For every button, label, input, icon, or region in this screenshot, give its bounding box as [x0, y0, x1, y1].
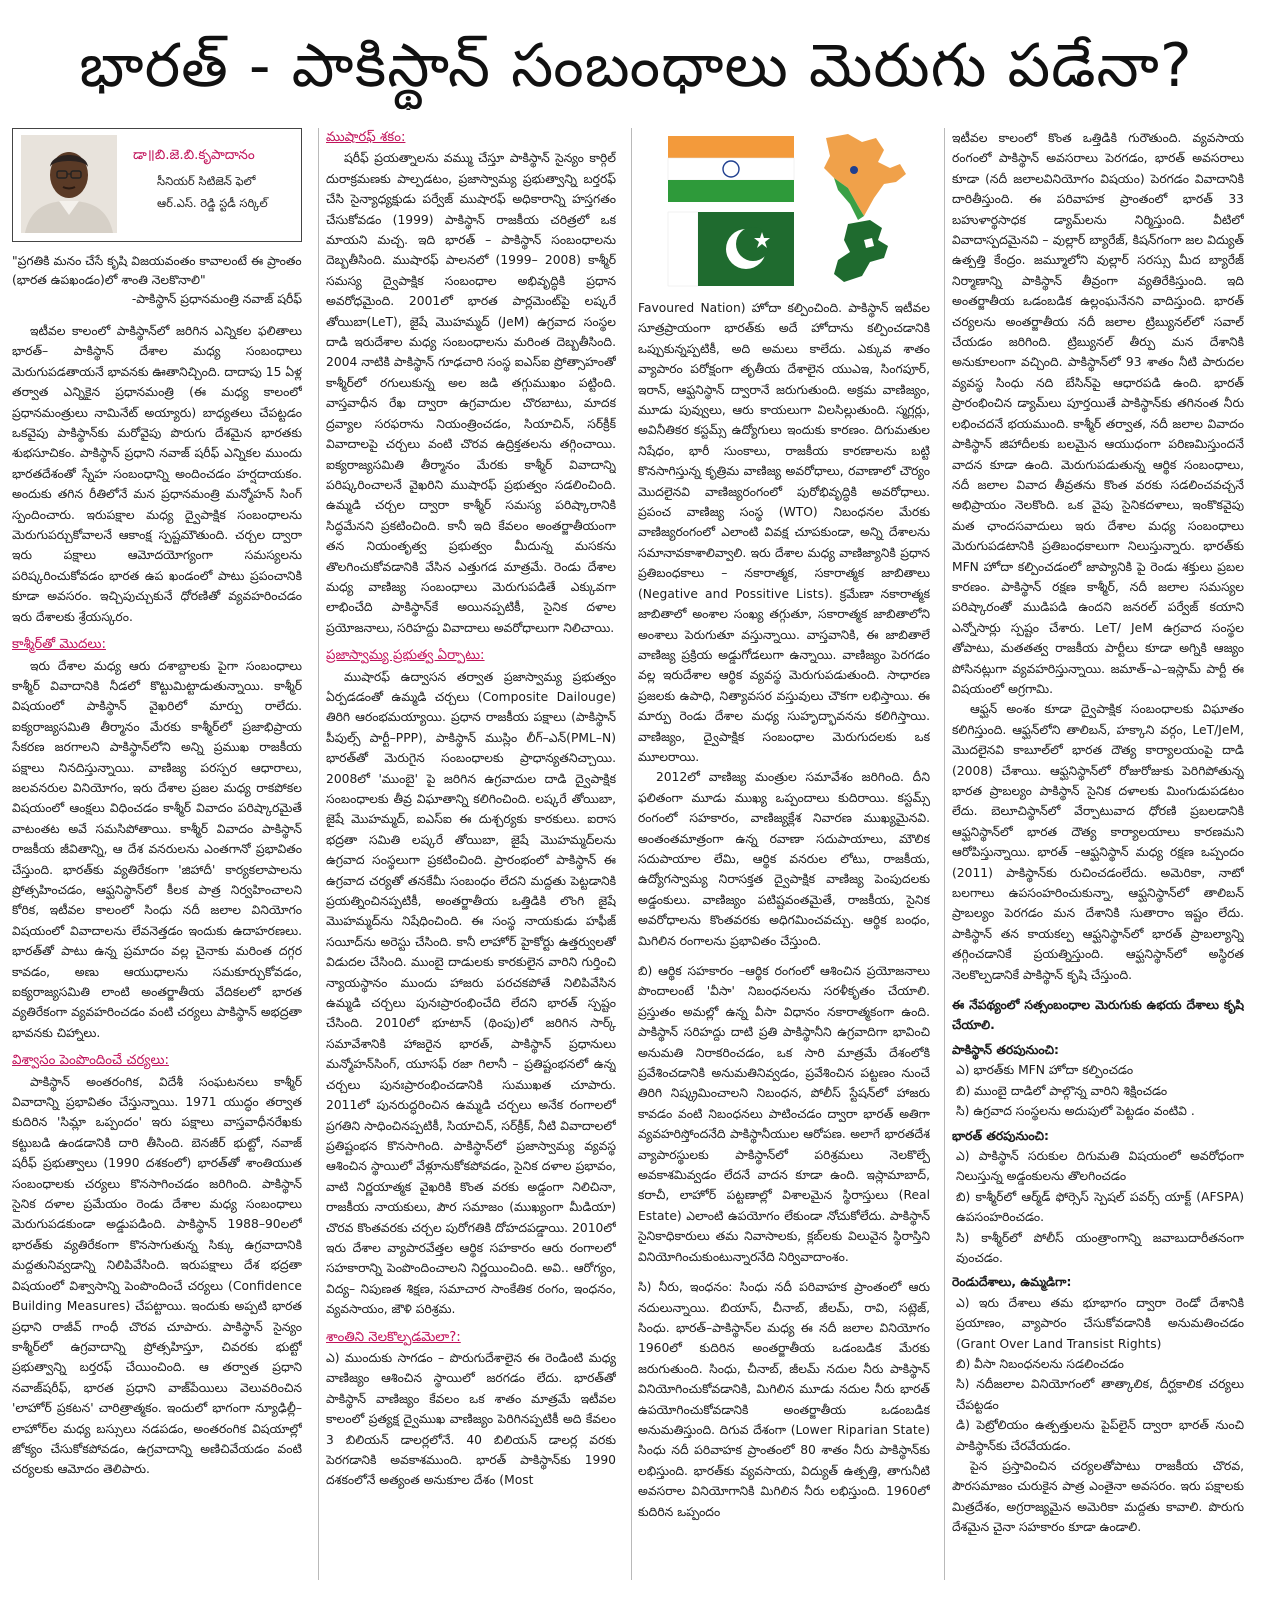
afghan-paragraph: ఆఫ్ఘన్ అంశం కూడా ద్వైపాక్షిక సంబంధాలకు విఘాతం కలిగిస్తుంది. ఆఫ్ఘన్‌లోని తాలిబన్, హక్కాని వర్గం, LeT/JeM, మొదలైనవి కాబూల్‌లో భారత దౌత్య కార్యాలయంపై దాడి (2008) చేశాయి. ఆఫ్ఘనిస్థాన్‌లో రోజురోజుకు పెరిగిపోతున్న భారత ప్రాబల్యం పాకిస్థాన్ సైనిక దళాలకు మింగుడుపడటం లేదు. బెలూచిస్థాన్‌లో వేర్పాటువాద ధోరణి ప్రబలడానికి ఆఫ్ఘనిస్థాన్‌లో భారత దౌత్య కార్యాలయాలు కారణమని ఆరోపిస్తున్నాయి. భారత్ –ఆఫ్ఘనిస్థాన్ మధ్య రక్షణ ఒప్పందం (2011) పాకిస్థాన్‌కు రుచించడంలేదు. అమెరికా, నాటో బలగాలు ఉపసంహరించుకున్నా, ఆఫ్ఘనిస్థాన్‌లో తాలిబన్ ప్రాబల్యం పెరగడం మన దేశానికి సుతారాం ఇష్టం లేదు. పాకిస్థాన్ తన కాయకల్ప ఆఫ్ఘనిస్థాన్‌లో భారత్ ప్రాబల్యాన్ని తగ్గించడానికే ప్రయత్నిస్తుంది. ఆఫ్ఘనిస్థాన్‌లో అస్థిరత నెలకొల్పడానికే పాకిస్థాన్ కృషి చేస్తుంది. — [952, 702, 1244, 982]
pull-quote-text: "ప్రగతికి మనం చేసే కృషి విజయవంతం కావాలంటే ఈ ప్రాంతం (భారత ఉపఖండం)లో శాంతి నెలకొనాలి" — [12, 254, 302, 287]
water-energy-paragraph: సి) నీరు, ఇంధనం: సింధు నదీ పరివాహక ప్రాంతంలో ఆరు నదులున్నాయి. బియాస్, చీనాబ్, జీలమ్, రావి, సట్లెజ్, సింధు. భారత్–పాకిస్థాన్‌ల మధ్య ఈ నదీ జలాల వినియోగం 1960లో కుదిరిన అంతర్జాతీయ ఒడంబడిక మేరకు జరుగుతుంది. సింధు, చీనాబ్, జీలమ్ నదుల నీరు పాకిస్థాన్ వినియోగించుకోవడానికి, మిగిలిన మూడు నదుల నీరు భారత్ ఉపయోగించుకోవడానికి అంతర్జాతీయ ఒడంబడిక అనుమతిస్తుంది. దిగువ దేశంగా (Lower Riparian State) సింధు నదీ పరివాహక ప్రాంతంలో 80 శాతం నీరు పాకిస్థాన్‌కు లభిస్తుంది. భారత్‌కు వ్యవసాయ, విద్యుత్ ఉత్పత్తి, తాగునీటి అవసరాల వినియోగానికి మిగిలిన నీరు లభిస్తుంది. 1960లో కుదిరిన ఒప్పందం — [638, 1280, 930, 1519]
author-title: సీనియర్ సిటిజెన్ ఫెలో — [157, 174, 256, 188]
india-item: బి) కాశ్మీర్‌లో ఆర్మ్‌డ్ ఫోర్సెస్ స్పెషల్ పవర్స్ యాక్ట్ (AFSPA) ఉపసంహరించడం. — [956, 1189, 1244, 1225]
subhead-trust: విశ్వాసం పెంపొందించే చర్యలు: — [12, 1053, 169, 1069]
trade-paragraph: Favoured Nation) హోదా కల్పించింది. పాకిస్థాన్ ఇటీవల సూత్రప్రాయంగా భారత్‌కు అదే హోదాను కల్పించడానికి ఒప్పుకున్నప్పటికీ, అది అమలు కాలేదు. ఎక్కువ శాతం వ్యాపారం పరోక్షంగా తృతీయ దేశాలైన యుఎఇ, సింగపూర్, ఇరాన్, ఆఫ్ఘనిస్థాన్ ద్వారానే జరుగుతుంది. అక్రమ వాణిజ్యం, మూడు పువ్వులు, ఆరు కాయలుగా విలసిల్లుతుంది. స్మగ్లర్లు, అవినీతికర కస్టమ్స్ ఉద్యోగులు ఇందుకు కారణం. దిగుమతుల నిషేధం, భారీ సుంకాలు, రాజకీయ కారణాలను బట్టి కొనసాగిస్తున్న కృత్రిమ వాణిజ్య అవరోధాలు, రవాణాలో చౌర్యం మొదలైనవి వాణిజ్యరంగంలో పురోభివృద్ధికి అవరోధాలు. ప్రపంచ వాణిజ్య సంస్థ (WTO) నిబంధనల మేరకు వాణిజ్యరంగంలో ఎలాంటి వివక్ష చూపకుండా, అన్ని దేశాలను సమానావకాశాలివ్వాలి. ఇరు దేశాల మధ్య వాణిజ్యానికి ప్రధాన ప్రతిబంధకాలు – నకారాత్మక, సకారాత్మక జాబితాలు (Negative and Possitive Lists). క్రమేణా నకారాత్మక జాబితాలో అంశాల సంఖ్య తగ్గుతూ, సకారాత్మక జాబితాలోని అంశాలు పెరుగుతూ వస్తున్నాయి. వాస్తవానికి, ఈ జాబితాలే వాణిజ్య ప్రక్రియ అడ్డుగోడలుగా ఉన్నాయి. వాణిజ్యం పెరగడం వల్ల ఇరుదేశాల ఆర్థిక వ్యవస్థ మెరుగుపడుతుంది. సాధారణ ప్రజలకు ఉపాధి, నిత్యావసర వస్తువులు చౌకగా లభిస్తాయి. ఈ మార్పు రెండు దేశాల మధ్య సుహృద్భావనను కలిగిస్తాయి. వాణిజ్యం, ద్వైపాక్షిక సంబంధాల మెరుగుదలకు ఒక మూలరాయి. — [638, 301, 930, 764]
subhead-democracy: ప్రజాస్వామ్య ప్రభుత్వ ఏర్పాటు: — [326, 648, 485, 664]
pakistan-item: ఎ) భారత్‌కు MFN హోదా కల్పించడం — [956, 1063, 1134, 1078]
economic-cooperation-paragraph: బి) ఆర్థిక సహకారం –ఆర్థిక రంగంలో ఆశించిన ప్రయోజనాలు పొందాలంటే 'వీసా' నిబంధనలను సరళీకృతం చేయాలి. ప్రస్తుతం అమల్లో ఉన్న వీసా విధానం నకారాత్మకంగా ఉంది. పాకిస్థాన్ సరిహద్దు దాటి ప్రతి పాకిస్థానీని ఉగ్రవాదిగా భావించి అనుమతి నిరాకరించడం, ఒక సారి మాత్రమే దేశంలోకి ప్రవేశించడానికి అనుమతినివ్వడం, ప్రవేశించిన పట్టణం నుంచే తిరిగి నిష్క్రమించాలని నిబంధన, పోలీస్ స్టేషన్‌లో హాజరు కావడం వంటి నిబంధనలు పాటించడం ద్వారా భారత్ అతిగా వ్యవహరిస్తోందనేది పాకిస్థానీయుల ఆరోపణ. అలాగే భారతదేశ వ్యాపారస్థులకు పాకిస్థాన్‌లో పరిశ్రమలు నెలకొల్పే అవకాశమివ్వడం లేదనే వాదన కూడా ఉంది. ఇస్లామాబాద్, కరాచీ, లాహోర్ పట్టణాల్లో విశాలమైన స్థిరాస్తులు (Real Estate) ఎలాంటి ఉపయోగం లేకుండా నోచుకోలేదు. పాకిస్థాన్ సైనికాధికారులు తమ నివాసాలకు, క్లబ్‌లకు విలువైన స్థిరాస్తిని వినియోగించుకుంటున్నారనేది నిర్వివాదాంశం. — [638, 964, 930, 1264]
joint-item: ఎ) ఇరు దేశాలు తమ భూభాగం ద్వారా రెండో దేశానికి ప్రయాణం, వ్యాపారం చేసుకోవడానికి అనుమతించడం (Grant Over Land Transist Rights) — [956, 1295, 1244, 1351]
joint-item: డి) పెట్రోలియం ఉత్పత్తులను పైప్‌లైన్ ద్వారా భారత్ నుంచి పాకిస్థాన్‌కు చేరవేయడం. — [956, 1418, 1244, 1453]
column-1 — [12, 128, 302, 1580]
pull-quote-attribution: -పాకిస్థాన్ ప్రధానమంత్రి నవాజ్ షరీఫ్ — [131, 292, 302, 306]
india-pakistan-flags-maps-image — [638, 128, 930, 290]
column-3 — [638, 128, 930, 1580]
column-2 — [326, 128, 616, 1580]
india-item: ఎ) పాకిస్థాన్ సరుకుల దిగుమతి విషయంలో అవరోధంగా నిలుస్తున్న అడ్డంకులను తొలగించడం — [956, 1148, 1244, 1184]
water-dispute-paragraph: ఇటీవల కాలంలో కొంత ఒత్తిడికి గురౌతుంది. వ్యవసాయ రంగంలో పాకిస్థాన్ అవసరాలు పెరగడం, భారత్ అవసరాలు కూడా (నదీ జలాలవినియోగం విషయం) పెరగడం వివాదానికి దారితీస్తుంది. ఈ పరివాహక ప్రాంతంలో భారత్ 33 బహుళార్థసాధక డ్యామ్‌లను నిర్మిస్తుంది. వీటిలో వివాదాస్పదమైనవి – వుల్లార్ బ్యారేజ్, కిషన్‌గంగా జల విద్యుత్ ఉత్పత్తి కేంద్రం. జమ్మూలోని వుల్లార్ సరస్సు మీద బ్యారేజ్ నిర్మాణాన్ని పాకిస్థాన్ తీవ్రంగా వ్యతిరేకిస్తుంది. ఇది అంతర్జాతీయ ఒడంబడిక ఉల్లంఘనేనని వాదిస్తుంది. భారత్ చర్యలను అంతర్జాతీయ నదీ జలాల ట్రిబ్యునల్‌లో సవాల్ చేయడం జరిగింది. ట్రిబ్యునల్ తీర్పు మన దేశానికి అనుకూలంగా వచ్చింది. పాకిస్థాన్‌లో 93 శాతం నీటి పారుదల వ్యవస్థ సింధు నది బేసిన్‌పై ఆధారపడి ఉంది. భారత్ ప్రారంభించిన డ్యామ్‌లు పూర్తయితే పాకిస్థాన్‌కు తగినంత నీరు లభించదనే భయముంది. కాశ్మీర్ తర్వాత, నదీ జలాల వివాదం పాకిస్థాన్ జిహాదీలకు బలమైన ఆయుధంగా పరిణమిస్తుందనే వాదన కూడా ఉంది. మెరుగుపడుతున్న ఆర్థిక సంబంధాలు, నదీ జలాల వివాద తీవ్రతను కొంత వరకు సడలించవచ్చనే అభిప్రాయం నెలకొంది. ఒక వైపు సైనికదళాలు, ఇంకొకవైపు మత ఛాందసవాదులు ఇరు దేశాల మధ్య సంబంధాలు మెరుగుపడటానికి ప్రతిబంధకాలుగా నిలుస్తున్నారు. భారత్‌కు MFN హోదా కల్పించడంలో జాప్యానికి పై రెండు శక్తులు ప్రబల కారణం. పాకిస్థాన్ రక్షణ కాశ్మీర్, నదీ జలాల సమస్యల పరిష్కారంతో ముడిపడి ఉందని జనరల్ పర్వేజ్ కయాని ఎన్నోసార్లు స్పష్టం చేశారు. LeT/ JeM ఉగ్రవాద సంస్థల తోపాటు, మతతత్వ రాజకీయ పార్టీలు కూడా అగ్నికి ఆజ్యం పోసినట్లుగా వ్యవహరిస్తున్నాయి. జమాత్–ఎ–ఇస్లామ్ పార్టీ ఈ విషయంలో అగ్రగామి. — [952, 131, 1244, 696]
pakistan-item: సి) ఉగ్రవాద సంస్థలను అదుపులో పెట్టడం వంటివి . — [956, 1104, 1195, 1119]
author-affiliation: ఆర్.ఎస్. రెడ్డి స్టడీ సర్కిల్ — [157, 196, 268, 210]
india-item: సి) కాశ్మీర్‌లో పోలీస్ యంత్రాంగాన్ని జవాబుదారీతనంగా వుంచడం. — [956, 1230, 1244, 1265]
column-rule — [631, 128, 632, 1580]
both-sides-heading: రెండుదేశాలు, ఉమ్మడిగా: — [952, 1275, 1072, 1290]
column-rule — [318, 128, 319, 1580]
headline: భారత్ - పాకిస్థాన్ సంబంధాలు మెరుగు పడేనా? — [79, 31, 1193, 101]
joint-item: బి) వీసా నిబంధనలను సడలించడం — [956, 1356, 1124, 1371]
trade-ministers-paragraph: 2012లో వాణిజ్య మంత్రుల సమావేశం జరిగింది. దీని ఫలితంగా మూడు ముఖ్య ఒప్పందాలు కుదిరాయి. కస్టమ్స్ రంగంలో సహకారం, వాణిజ్యక్లేశ నివారణ ముఖ్యమైనవి. అంతంతమాత్రంగా ఉన్న రవాణా సదుపాయాలు, మౌలిక సదుపాయాల లేమి, ఆర్థిక వనరుల లోటు, రాజకీయ, ఉద్యోగస్వామ్య నిరాసక్తత ద్వైపాక్షిక వాణిజ్య పెంపుదలకు అడ్డంకులు. వాణిజ్యం పటిష్టవంతమైతే, రాజకీయ, సైనిక అవరోధాలను కొంతవరకు అధిగమించవచ్చు. ఆర్థిక బంధం, మిగిలిన రంగాలను ప్రభావితం చేస్తుంది. — [638, 770, 930, 948]
joint-item: సి) నదీజలాల వినియోగంలో తాత్కాలిక, దీర్ఘకాలిక చర్యలు చేపట్టడం — [956, 1377, 1244, 1412]
subhead-peace: శాంతిని నెలకొల్పడమెలా?: — [326, 1329, 461, 1345]
author-name: డా॥బి.జె.బి.కృపాదానం — [133, 147, 255, 163]
pakistan-side-heading: పాకిస్థాన్ తరపునుంచి: — [952, 1042, 1059, 1057]
pakistan-item: బి) ముంబై దాడిలో పాల్గొన్న వారిని శిక్షించడం — [956, 1083, 1168, 1098]
intro-paragraph: ఇటీవల కాలంలో పాకిస్థాన్‌లో జరిగిన ఎన్నికల ఫలితాలు భారత్‌– పాకిస్థాన్ దేశాల మధ్య సంబంధాలు మెరుగుపడతాయనే భావనకు ఊతానిచ్చింది. దాదాపు 15 ఏళ్ల తర్వాత ఎన్నికైన ప్రధానమంత్రి (ఈ మధ్య కాలంలో ప్రధానమంత్రులు నామినేట్ అయ్యారు) బాధ్యతలు చేపట్టడం ఒకవైపు పాకిస్థాన్‌కు మరోవైపు పొరుగు దేశమైన భారతకు శుభసూచికం. పాకిస్థాన్ ప్రధాని నవాజ్ షరీఫ్ ఎన్నికల ముందు భారతదేశంతో స్నేహ సంబంధాన్ని అందించడం హర్షదాయకం. అందుకు తగిన రీతిలోనే మన ప్రధానమంత్రి మన్మోహన్ సింగ్ స్పందించారు. ఇరుపక్షాల మధ్య ద్వైపాక్షిక సంబంధాలను మెరుగుపర్చుకోవాలనే ఆకాంక్ష స్పష్టమౌతుంది. చర్చల ద్వారా ఇరు పక్షాలు ఆమోదయోగ్యంగా సమస్యలను పరిష్కరించుకోవడం భారత ఉప ఖండంలో పాటు ప్రపంచానికి కూడా అవసరం. ఇచ్చిపుచ్చుకునే ధోరణితో వ్యవహరించడం ఇరు దేశాలకు శ్రేయస్కరం. — [12, 324, 302, 624]
column-rule — [944, 128, 945, 1580]
trust-paragraph: పాకిస్థాన్ అంతరంగిక, విదేశీ సంఘటనలు కాశ్మీర్ వివాదాన్ని ప్రభావితం చేస్తున్నాయి. 1971 యుద్ధం తర్వాత కుదిరిన 'సిమ్లా ఒప్పందం' ఇరు పక్షాలు వాస్తవాధీనరేఖకు కట్టుబడి ఉండడానికి దారి తీసింది. బెనజీర్ భుట్టో, నవాజ్ షరీఫ్ ప్రభుత్వాలు (1990 దశకంలో) భారత్‌తో శాంతియుత సంబంధాలకు చర్యలు కొనసాగించడం జరిగింది. పాకిస్థాన్ సైనిక దళాల ప్రమేయం రెండు దేశాల మధ్య సంబంధాలు మెరుగుపడకుండా అడ్డుపడింది. పాకిస్థాన్ 1988–90లలో భారత్‌కు వ్యతిరేకంగా కొనసాగుతున్న సిక్కు ఉగ్రవాదానికి మద్దతునివ్వడాన్ని నిలిపివేసింది. ఇరుపక్షాలు దేశ భద్రతా విషయంలో విశ్వాసాన్ని పెంపొందించే చర్యలు (Confidence Building Measures) చేపట్టాయి. ఇందుకు అప్పటి భారత ప్రధాని రాజీవ్ గాంధీ చొరవ చూపారు. పాకిస్థాన్ సైన్యం కాశ్మీర్‌లో ఉగ్రవాదాన్ని ప్రోత్సహిస్తూ, చివరకు భుట్టో ప్రభుత్వాన్ని బర్తరఫ్ చేయించింది. ఆ తర్వాత ప్రధాని నవాజ్‌షరీఫ్, భారత ప్రధాని వాజ్‌పేయిలు వెలువరించిన 'లాహోర్ ప్రకటన' చారిత్రాత్మకం. ఇందులో భాగంగా న్యూఢిల్లీ–లాహోర్‌ల మధ్య బస్సులు నడపడం, అంతరంగిక విషయాల్లో జోక్యం చేసుకోకపోవడం, ఉగ్రవాదాన్ని అణిచివేయడం వంటి చర్యలకు ఆమోదం తెలిపారు. — [12, 1074, 302, 1477]
author-photo — [21, 135, 117, 233]
subhead-kashmir: కాశ్మీర్‌తో మొదలు: — [12, 637, 106, 653]
pull-quote — [12, 252, 302, 309]
india-side-heading: భారత్ తరపునుంచి: — [952, 1128, 1049, 1143]
peace-paragraph: ఎ) ముందుకు సాగడం – పొరుగుదేశాలైన ఈ రెండింటి మధ్య వాణిజ్యం ఆశించిన స్థాయిలో జరగడం లేదు. భారత్‌తో పాకిస్థాన్ వాణిజ్యం కేవలం ఒక శాతం మాత్రమే ఇటీవల కాలంలో ప్రత్యక్ష ద్వైముఖ వాణిజ్యం పెరిగినప్పటికీ అది కేవలం 3 బిలియన్ డాలర్లలోనే. 40 బిలియన్ డాలర్ల వరకు పెరగడానికి అవకాశముంది. భారత్ పాకిస్థాన్‌కు 1990 దశకంలోనే అత్యంత అనుకూల దేశం (Most — [326, 1350, 616, 1488]
recommendations-lead: ఈ నేపథ్యంలో సత్సంబంధాల మెరుగుకు ఉభయ దేశాలు కృషి చేయాలి. — [952, 998, 1244, 1033]
column-4 — [952, 128, 1244, 1580]
closing-paragraph: పైన ప్రస్తావించిన చర్యలతోపాటు రాజకీయ చొరవ, పౌరసమాజం చురుకైన పాత్ర ఎంతైనా అవసరం. ఇరు పక్షాలకు మిత్రదేశం, అగ్రరాజ్యమైన అమెరికా మద్దతు కావాలి. పొరుగు దేశమైన చైనా సహకారం కూడా ఉండాలి. — [952, 1459, 1244, 1535]
democracy-paragraph: ముషారఫ్ ఉద్వాసన తర్వాత ప్రజాస్వామ్య ప్రభుత్వం ఏర్పడడంతో ఉమ్మడి చర్చలు (Composite Dailouge) తిరిగి ఆరంభమయ్యాయి. ప్రధాన రాజకీయ పక్షాలు (పాకిస్థాన్ పీపుల్స్ పార్టీ–PPP), పాకిస్థాన్ ముస్లిం లీగ్–ఎన్(PML–N) భారత్‌తో మెరుగైన సంబంధాలకు ప్రాధాన్యతనిచ్చాయి. 2008లో 'ముంబై' పై జరిగిన ఉగ్రవాదుల దాడి ద్వైపాక్షిక సంబంధాలకు తీవ్ర విఘాతాన్ని కలిగించింది. లష్కరే తోయిబా, జైషే మొహమ్మద్, ఐఎస్ఐ ఈ దుశ్చర్యకు కారకులు. ఐరాస భద్రతా సమితి లష్కరే తోయిబా, జైషే మొహమ్మద్‌లను ఉగ్రవాద సంస్థలుగా ప్రకటించింది. ప్రారంభంలో పాకిస్థాన్ ఈ ఉగ్రవాద చర్యతో తనకేమీ సంబంధం లేదని మద్దతు పెట్టడానికి ప్రయత్నించినప్పటికీ, అంతర్జాతీయ ఒత్తిడికి లొంగి జైషే మొహమ్మద్‌ను నిషేధించింది. ఈ సంస్థ నాయకుడు హఫీజ్ సయీద్‌ను అరెస్టు చేసింది. కానీ లాహోర్ హైకోర్టు ఉత్తర్వులతో విడుదల చేసింది. ముంబై దాడులకు కారకులైన వారిని గుర్తించి న్యాయస్థానం ముందు హాజరు పరచకపోతే నిలిపివేసిన ఉమ్మడి చర్చలు పునఃప్రారంభించేది లేదని భారత్ స్పష్టం చేసింది. 2010లో భూటాన్ (థింపు)లో జరిగిన సార్క్ సమావేశానికి హాజరైన భారత్, పాకిస్థాన్ ప్రధానులు మన్మోహన్‌సింగ్, యూసఫ్ రజా గిలానీ – ప్రతిష్టంభనలో ఉన్న చర్చలు పునఃప్రారంభించడానికి సుముఖత చూపారు. 2011లో పునరుద్ధరించిన ఉమ్మడి చర్చలు అనేక రంగాలలో ప్రగతిని సాధించినప్పటికీ, సియాచిన్, సర్‌క్రీక్, నీటి వివాదాలలో ప్రతిష్టంభన కొనసాగింది. పాకిస్థాన్‌లో ప్రజాస్వామ్య వ్యవస్థ ఆశించిన స్థాయిలో వేళ్లూనుకోకపోవడం, సైనిక దళాల ప్రభావం, వాటి నిర్ణయాత్మక వైఖరికి కొంత వరకు అడ్డంగా నిలిచినా, రాజకీయ నాయకులు, పౌర సమాజం (ముఖ్యంగా మీడియా) చొరవ కొంతవరకు చర్చల పురోగతికి దోహదపడ్డాయి. 2010లో ఇరు దేశాల వ్యాపారవేత్తల ఆర్థిక సహకారం ఆరు రంగాలలో సహకారాన్ని పెంపొందించాలని నిర్ణయించింది. అవి.. ఆరోగ్యం, విద్య– నిపుణత శిక్షణ, సమాచార సాంకేతిక రంగం, ఇంధనం, వ్యవసాయం, జౌళి పరిశ్రమ. — [326, 669, 616, 1317]
musharraf-paragraph: షరీఫ్ ప్రయత్నాలను వమ్ము చేస్తూ పాకిస్థాన్ సైన్యం కార్గిల్ దురాక్రమణకు పాల్పడటం, ప్రజాస్వామ్య ప్రభుత్వాన్ని బర్తరఫ్ చేసి సైన్యాధ్యక్షుడు పర్వేజ్ ముషారఫ్ అధికారాన్ని హస్తగతం చేసుకోవడం (1999) పాకిస్థాన్ రాజకీయ చరిత్రలో ఒక మాయని మచ్చ. ఇది భారత్ – పాకిస్థాన్ సంబంధాలను దెబ్బతీసింది. ముషారఫ్ పాలనలో (1999– 2008) కాశ్మీర్ సమస్య ద్వైపాక్షిక సంబంధాల అభివృద్ధికి ప్రధాన అవరోధమైంది. 2001లో భారత పార్లమెంట్‌పై లష్కరే తోయిబా(LeT), జైషే మొహమ్మద్ (JeM) ఉగ్రవాద సంస్థల దాడి ఇరుదేశాల మధ్య సంబంధాలను మరింత దెబ్బతీసింది. 2004 నాటికి పాకిస్థాన్ గూఢచారి సంస్థ ఐఎస్ఐ ప్రోత్సాహంతో కాశ్మీర్‌లో రగులుకున్న అల జడి తగ్గుముఖం పట్టింది. వాస్తవాధీన రేఖ ద్వారా ఉగ్రవాదుల చొరబాటు, మాదక ద్రవ్యాల సరఫరాను నియంత్రించడం, సియాచిన్, సర్‌క్రీక్ వివాదాలపై చర్చలు వంటి చొరవ ఉద్రిక్తతలను తగ్గించాయి. ఐక్యరాజ్యసమితి తీర్మానం మేరకు కాశ్మీర్ వివాదాన్ని పరిష్కరించాలనే వైఖరిని ముషారఫ్ ప్రభుత్వం సడలించింది. ఉమ్మడి చర్చల ద్వారా కాశ్మీర్ సమస్య పరిష్కారానికి సిద్ధమేనని ప్రకటించింది. కానీ ఇది కేవలం అంతర్జాతీయంగా తన నియంతృత్వ ప్రభుత్వం మీదున్న మసకను తొలగించుకోవడానికి వేసిన ఎత్తుగడ మాత్రమే. రెండు దేశాల మధ్య వాణిజ్య సంబంధాలు మెరుగుపడితే ఎక్కువగా లాభించేది పాకిస్థాన్‌కే అయినప్పటికీ, సైనిక దళాల ప్రయోజనాలు, సరిహద్దు వివాదాలు అవరోధాలుగా నిలిచాయి. — [326, 151, 616, 635]
flags-maps-graphic — [638, 128, 930, 290]
author-box — [12, 128, 302, 242]
kashmir-paragraph: ఇరు దేశాల మధ్య ఆరు దశాబ్దాలకు పైగా సంబంధాలు కాశ్మీర్ వివాదానికి నీడలో కొట్టుమిట్టాడుతున్నాయి. కాశ్మీర్ విషయంలో పాకిస్థాన్ వైఖరిలో మార్పు రాలేదు. ఐక్యరాజ్యసమితి తీర్మానం మేరకు కాశ్మీర్‌లో ప్రజాభిప్రాయ సేకరణ జరగాలని పాకిస్థాన్‌లోని అన్ని ప్రముఖ రాజకీయ పక్షాలు నినదిస్తున్నాయి. వాణిజ్య పరస్పర ఆధారాలు, జలవనరుల వినియోగం, ఇరు దేశాల ప్రజల మధ్య రాకపోకల విషయంలో ఆంక్షలు విధించడం కాశ్మీర్ వివాదం పరిష్కారమైతే వాటంతట అవే సమసిపోతాయి. కాశ్మీర్ వివాదం పాకిస్థాన్ రాజకీయ జీవితాన్ని, ఆ దేశ వనరులను ఎంతగానో ప్రభావితం చేస్తుంది. భారత్‌కు వ్యతిరేకంగా 'జిహాదీ' కార్యకలాపాలను ప్రోత్సహించడం, ఆఫ్ఘనిస్థాన్‌లో కీలక పాత్ర నిర్వహించాలని కోరిక, ఇటీవల కాలంలో సింధు నదీ జలాల వినియోగం విషయంలో వివాదాలను లేవనెత్తడం ఇందుకు ఉదాహరణలు. భారత్‌తో పాటు ఉన్న ప్రమాదం వల్ల చైనాకు మరింత దగ్గర కావడం, అణు ఆయుధాలను సమకూర్చుకోవడం, ఐక్యరాజ్యసమితి లాంటి అంతర్జాతీయ వేదికలలో భారత వ్యతిరేకంగా వ్యవహరించడం వంటి చర్యలు పాకిస్థాన్ అభద్రతా భావనకు చిహ్నాలు. — [12, 658, 302, 1040]
subhead-musharraf: ముషారఫ్ శకం: — [326, 130, 406, 145]
author-portrait-image — [21, 135, 117, 233]
